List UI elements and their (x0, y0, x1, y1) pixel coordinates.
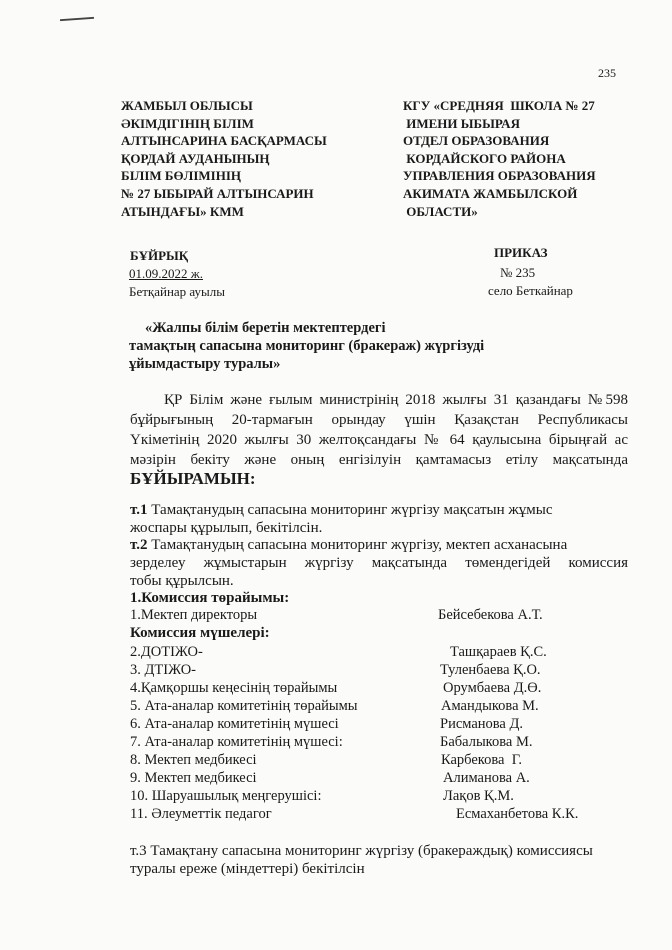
member-name: Амандыкова М. (441, 698, 539, 714)
member-role: 4.Қамқоршы кеңесінің төрайымы (130, 680, 338, 696)
chair-role: 1.Мектеп директоры (130, 607, 258, 623)
preamble-line: бұйрығының 20-тармағын орындау үшін Қазақстан Республикасы (130, 412, 628, 428)
member-role: 10. Шаруашылық меңгерушісі: (130, 788, 322, 804)
header-left (121, 97, 327, 220)
member-name: Лақов Қ.М. (443, 788, 514, 804)
item-2 (130, 537, 567, 554)
member-name: Ташқараев Қ.С. (450, 644, 547, 660)
scan-mark (60, 17, 94, 21)
order-number: № 235 (500, 265, 536, 280)
item-1-text: Тамақтанудың сапасына мониторинг жүргізу мақсатын жұмыс (147, 502, 553, 518)
member-name: Карбекова Г. (441, 752, 523, 768)
member-role: 7. Ата-аналар комитетінің мүшесі: (130, 734, 343, 750)
item-3-cont: туралы ереже (міндеттері) бекітілсін (130, 861, 365, 877)
preamble-line: ҚР Білім және ғылым министрінің 2018 жылғы 31 қазандағы №598 (164, 392, 628, 408)
header-right-line: АКИМАТА ЖАМБЫЛСКОЙ (403, 185, 578, 201)
preamble (130, 390, 628, 470)
header-right-line: УПРАВЛЕНИЯ ОБРАЗОВАНИЯ (403, 168, 596, 184)
member-role: 9. Мектеп медбикесі (130, 770, 257, 786)
preamble-line: мәзірін бекіту және оның енгізілуін қамтамасыз етілу мақсатында (130, 452, 628, 468)
place-ru: село Беткайнар (488, 283, 573, 298)
member-name: Рисманова Д. (440, 716, 524, 732)
member-role: 5. Ата-аналар комитетінің төрайымы (130, 698, 358, 714)
header-right (403, 97, 596, 220)
member-name: Бабалыкова М. (440, 734, 533, 750)
member-role: 8. Мектеп медбикесі (130, 752, 257, 768)
header-right-line: КОРДАЙСКОГО РАЙОНА (403, 150, 566, 166)
commission-chair-heading: 1.Комиссия төрайымы: (130, 590, 290, 606)
item-1 (130, 502, 553, 519)
header-right-line: ОТДЕЛ ОБРАЗОВАНИЯ (403, 133, 550, 149)
header-left-line: АЛТЫНСАРИНА БАСҚАРМАСЫ (121, 133, 327, 149)
header-left-line: ӘКІМДІГІНІҢ БІЛІМ (121, 115, 254, 131)
member-role: 11. Әлеуметтік педагог (130, 806, 272, 822)
order-subject-line-1: «Жалпы білім беретін мектептердегі (145, 320, 386, 336)
member-name: Орумбаева Д.Ө. (443, 680, 542, 696)
order-directive: БҰЙЫРАМЫН: (130, 469, 256, 488)
member-role: 6. Ата-аналар комитетінің мүшесі (130, 716, 339, 732)
header-right-line: ИМЕНИ ЫБЫРАЯ (403, 115, 520, 131)
item-2-text: Тамақтанудың сапасына мониторинг жүргізу, мектеп асханасына (147, 537, 568, 553)
header-left-line: АТЫНДАҒЫ» КММ (121, 203, 244, 219)
header-right-line: ОБЛАСТИ» (403, 203, 478, 219)
member-name: Алиманова А. (443, 770, 530, 786)
header-right-line: КГУ «СРЕДНЯЯ ШКОЛА № 27 (403, 98, 595, 113)
item-3: т.3 Тамақтану сапасына мониторинг жүргізу (бракераждық) комиссиясы (130, 843, 593, 859)
order-subject-line-3: ұйымдастыру туралы» (129, 356, 281, 372)
item-2-cont: тобы құрылсын. (130, 573, 234, 589)
member-name: Туленбаева Қ.О. (440, 662, 541, 678)
item-2-label: т.2 (130, 537, 148, 553)
preamble-line: Үкіметінің 2020 жылғы 30 желтоқсандағы № 64 қаулысына бірыңғай ас (130, 432, 628, 448)
order-date: 01.09.2022 ж. (129, 266, 203, 281)
header-left-line: № 27 ЫБЫРАЙ АЛТЫНСАРИН (121, 185, 314, 201)
chair-name: Бейсебекова А.Т. (438, 607, 543, 623)
header-left-line: БІЛІМ БӨЛІМІНІҢ (121, 168, 241, 184)
order-subject-line-2: тамақтың сапасына мониторинг (бракераж) жүргізуді (129, 338, 485, 354)
member-role: 2.ДОТІЖО- (130, 644, 203, 660)
order-title-kz: БҰЙРЫҚ (130, 248, 189, 263)
member-role: 3. ДТІЖО- (130, 662, 197, 678)
order-title-ru: ПРИКАЗ (494, 245, 548, 260)
header-left-line: ҚОРДАЙ АУДАНЫНЫҢ (121, 150, 270, 166)
page-number: 235 (598, 66, 616, 80)
item-2-cont: зерделеу жұмыстарын жүргізу мақсатында төмендегідей комиссия (130, 555, 628, 571)
item-1-cont: жоспары құрылып, бекітілсін. (130, 520, 323, 536)
commission-members-heading: Комиссия мүшелері: (130, 625, 270, 641)
place-kz: Бетқайнар ауылы (129, 284, 226, 299)
member-name: Есмаханбетова К.К. (456, 806, 579, 822)
item-1-label: т.1 (130, 502, 148, 518)
header-left-line: ЖАМБЫЛ ОБЛЫСЫ (121, 98, 253, 113)
